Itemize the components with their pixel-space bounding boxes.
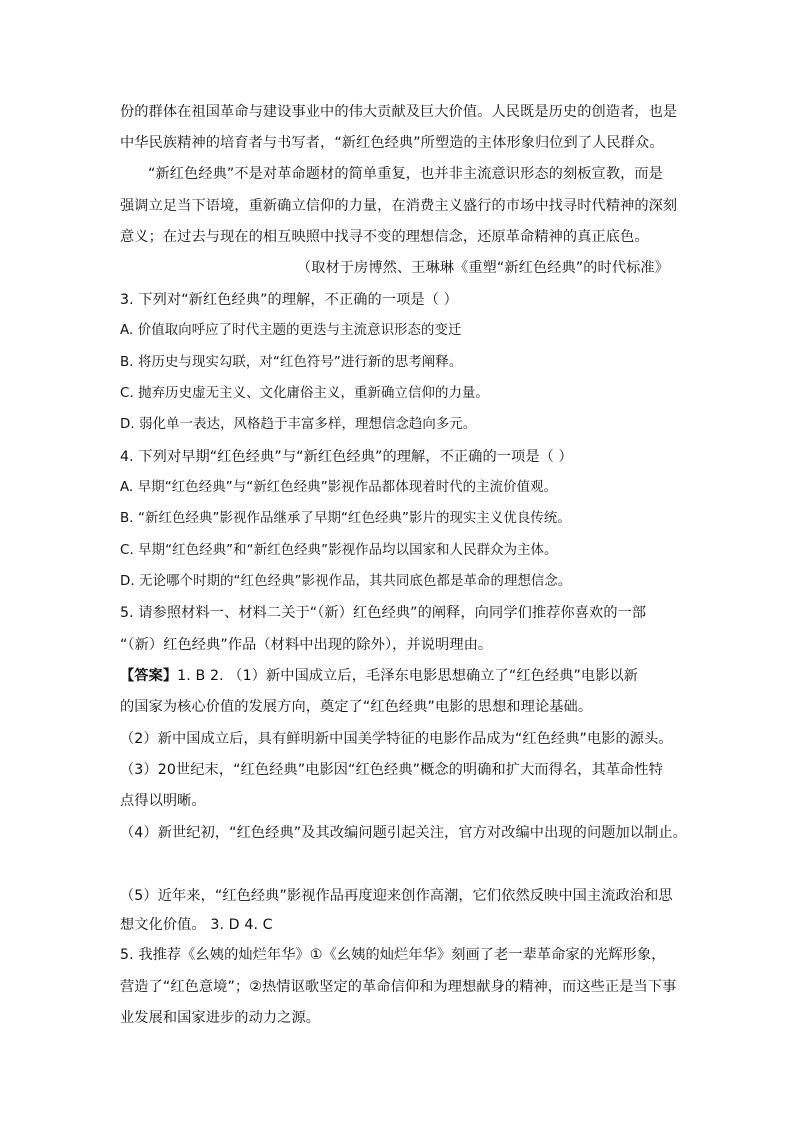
question-5-line: “（新）红色经典”作品（材料中出现的除外），并说明理由。 — [120, 637, 493, 653]
question-3-stem: 3. 下列对“新红色经典”的理解，不正确的一项是（ ） — [120, 292, 458, 308]
answer-line: 的国家为核心价值的发展方向，奠定了“红色经典”电影的思想和理论基础。 — [120, 699, 593, 715]
answer-line: （3）20世纪末，“红色经典”电影因“红色经典”概念的明确和扩大而得名，其革命性特 — [120, 762, 663, 778]
question-3-option-d: D. 弱化单一表达，风格趋于丰富多样，理想信念趋向多元。 — [120, 417, 477, 432]
answer-line: （2）新中国成立后，具有鲜明新中国美学特征的电影作品成为“红色经典”电影的源头。 — [120, 731, 673, 747]
passage-line: 份的群体在祖国革命与建设事业中的伟大贡献及巨大价值。人民既是历史的创造者，也是 — [120, 104, 678, 120]
question-4-option-a: A. 早期“红色经典”与“新红色经典”影视作品都体现着时代的主流价值观。 — [120, 480, 558, 495]
passage-source: （取材于房博然、王琳琳《重塑“新红色经典”的时代标准》 — [296, 260, 669, 276]
question-4-option-c: C. 早期“红色经典”和“新红色经典”影视作品均以国家和人民群众为主体。 — [120, 543, 558, 558]
question-4-option-d: D. 无论哪个时期的“红色经典”影视作品，其共同底色都是革命的理想信念。 — [120, 574, 572, 589]
question-5-line: 5. 请参照材料一、材料二关于“（新）红色经典”的阐释，向同学们推荐你喜欢的一部 — [120, 605, 647, 621]
passage-line: 意义；在过去与现在的相互映照中找寻不变的理想信念，还原革命精神的真正底色。 — [120, 229, 649, 245]
passage-line: 强调立足当下语境，重新确立信仰的力量，在消费主义盛行的市场中找寻时代精神的深刻 — [120, 198, 678, 214]
question-3-option-a: A. 价值取向呼应了时代主题的更迭与主流意识形态的变迁 — [120, 323, 462, 338]
answer-line: 营造了“红色意境”；②热情讴歌坚定的革命信仰和为理想献身的精神，而这些正是当下事 — [120, 979, 677, 995]
answer-line: 业发展和国家进步的动力之源。 — [120, 1010, 321, 1026]
question-3-option-b: B. 将历史与现实勾联，对“红色符号”进行新的思考阐释。 — [120, 355, 463, 370]
answer-line: 5. 我推荐《幺姨的灿烂年华》①《幺姨的灿烂年华》刻画了老一辈革命家的光辉形象， — [120, 947, 666, 963]
question-3-option-c: C. 抛弃历史虚无主义、文化庸俗主义，重新确立信仰的力量。 — [120, 386, 489, 401]
passage-line: 中华民族精神的培育者与书写者，“新红色经典”所塑造的主体形象归位到了人民群众。 — [120, 135, 664, 151]
passage-line: “新红色经典”不是对革命题材的简单重复，也并非主流意识形态的刻板宣教，而是 — [148, 166, 663, 182]
answer-line: （5）近年来，“红色经典”影视作品再度迎来创作高潮，它们依然反映中国主流政治和思 — [120, 888, 673, 904]
answer-line: 想文化价值。 3. D 4. C — [120, 917, 273, 933]
answer-line: （4）新世纪初，“红色经典”及其改编问题引起关注，官方对改编中出现的问题加以制止。 — [120, 825, 687, 841]
answer-text: 1. B 2. （1）新中国成立后，毛泽东电影思想确立了“红色经典”电影以新 — [177, 668, 639, 684]
answer-line: 点得以明晰。 — [120, 793, 206, 809]
question-4-stem: 4. 下列对早期“红色经典”与“新红色经典”的理解，不正确的一项是（ ） — [120, 449, 573, 465]
question-4-option-b: B. “新红色经典”影视作品继承了早期“红色经典”影片的现实主义优良传统。 — [120, 511, 571, 526]
answer-first-line — [120, 666, 680, 686]
answer-tag: 【答案】 — [120, 668, 178, 684]
